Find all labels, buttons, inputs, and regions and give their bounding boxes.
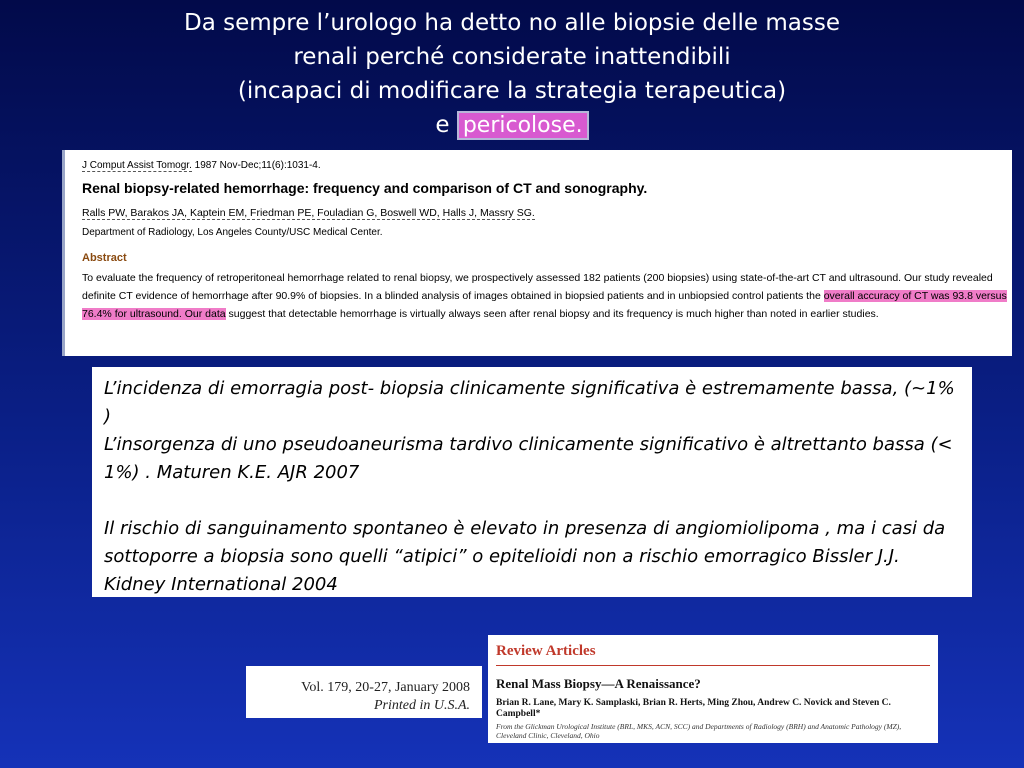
title-line-4-prefix: e — [435, 112, 457, 138]
summary-spontaneous-bleeding: Il rischio di sanguinamento spontaneo è elevato in presenza di angiomiolipoma , ma i casi da sottoporre a biopsia sono quelli “atipici” o epitelioidi non a rischio emorragico Bissler J.J. Kidney International 2004 — [104, 518, 946, 595]
title-line-4 — [0, 108, 1024, 143]
journal-volume-clip — [246, 666, 482, 718]
title-line-1: Da sempre l’urologo ha detto no alle biopsie delle masse — [184, 10, 840, 36]
affiliation: Department of Radiology, Los Angeles County/USC Medical Center. — [82, 227, 383, 238]
journal-citation — [82, 160, 1012, 171]
author-list — [82, 207, 1012, 219]
review-section-heading: Review Articles — [496, 643, 930, 666]
abstract-highlight: overall accuracy of CT was 93.8 versus 76.4% for ultrasound. Our data — [82, 290, 1007, 320]
author-links[interactable]: Ralls PW, Barakos JA, Kaptein EM, Friedman PE, Fouladian G, Boswell WD, Halls J, Massry SG. — [82, 207, 535, 219]
journal-details: 1987 Nov-Dec;11(6):1031-4. — [191, 160, 321, 171]
review-article-clip — [488, 635, 938, 743]
title-line-3: (incapaci di modificare la strategia terapeutica) — [237, 78, 787, 104]
review-affiliation: From the Glickman Urological Institute (BRL, MKS, ACN, SCC) and Departments of Radiology (BRH) and Anatomic Pathology (MZ), Cleveland Clinic, Cleveland, Ohio — [496, 722, 902, 740]
abstract-heading: Abstract — [82, 252, 127, 264]
printed-line: Printed in U.S.A. — [373, 698, 470, 713]
abstract-text-start: To evaluate the frequency of retroperitoneal hemorrhage related to renal biopsy, we prospectively assessed 182 patients (200 biopsies) using state-of-the-art CT and ultrasound. Our study revealed definite CT evidence of hemorrhage after 90.9% of biopsies. In a blinded analysis of images obtained in biopsied patients and in unbiopsied control patients the — [82, 272, 993, 302]
review-title: Renal Mass Biopsy—A Renaissance? — [496, 676, 701, 691]
summary-pseudoaneurysm: L’insorgenza di uno pseudoaneurisma tardivo clinicamente significativo è altrettanto bassa (< 1%) . Maturen K.E. AJR 2007 — [104, 434, 953, 483]
slide-title — [0, 6, 1024, 143]
volume-line: Vol. 179, 20-27, January 2008 — [301, 680, 470, 695]
journal-link[interactable]: J Comput Assist Tomogr. — [82, 160, 192, 171]
review-authors: Brian R. Lane, Mary K. Samplaski, Brian R. Herts, Ming Zhou, Andrew C. Novick and Steven C. Campbell* — [496, 698, 891, 719]
title-highlight: pericolose. — [457, 111, 589, 140]
article-title: Renal biopsy-related hemorrhage: frequency and comparison of CT and sonography. — [82, 180, 648, 196]
title-line-2: renali perché considerate inattendibili — [293, 44, 731, 70]
abstract-body — [82, 269, 1012, 323]
summary-hemorrhage-incidence: L’incidenza di emorragia post- biopsia clinicamente significativa è estremamente bassa, (~1% ) — [104, 378, 955, 427]
abstract-text-end: suggest that detectable hemorrhage is virtually always seen after renal biopsy and its frequency is much higher than noted in earlier studies. — [225, 308, 879, 320]
pubmed-abstract-clip — [62, 150, 1012, 356]
spacer — [104, 487, 960, 515]
summary-box — [92, 367, 972, 597]
